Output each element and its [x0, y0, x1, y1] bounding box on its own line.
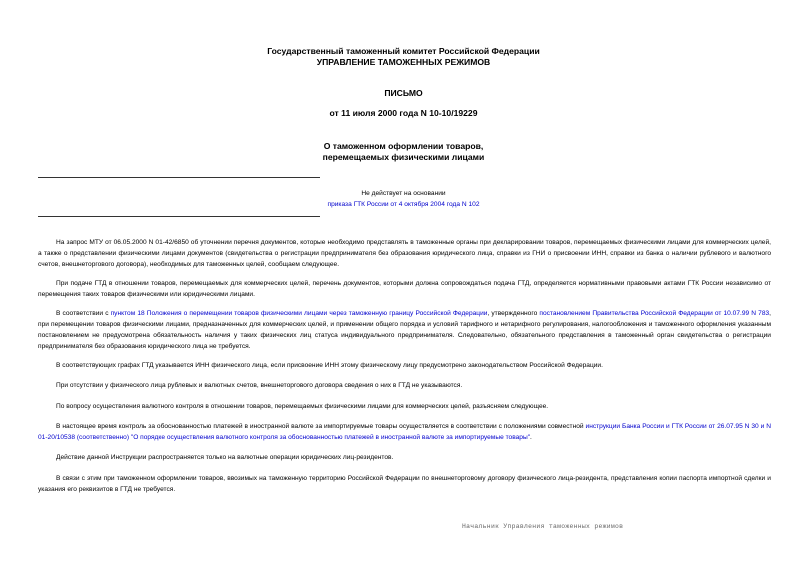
link-instruction-bank-russia[interactable]: инструкции Банка России и ГТК России от 26.07.95 N 30 и N 01-20/10538 (соответственно) "О порядке осуществления валютного контроля за обоснованностью платежей в иностранной валюте за импортируемые товары": [38, 423, 772, 441]
department-name: УПРАВЛЕНИЕ ТАМОЖЕННЫХ РЕЖИМОВ: [316, 57, 491, 67]
paragraph-5: При отсутствии у физического лица рублевых и валютных счетов, внешнеторгового договора сведения о них в ГТД не указываются.: [56, 382, 463, 389]
divider-bottom: [38, 216, 320, 217]
paragraph-3-text-b: , утвержденного: [487, 310, 540, 317]
paragraph-1: На запрос МТУ от 06.05.2000 N 01-42/6850 об уточнении перечня документов, которые необходимо представлять в таможенные органы при декларировании товаров, перемещаемых физическими лицами для коммерческих целей, а также о представлении физическими лицами документов (свидетельства о регистрации предпринимателя без образования юридического лица, справки из ГНИ о присвоении ИНН, справки из банка о наличии рублевого и валютного счетов, внешнеторгового договора), необходимых для таможенных целей, сообщаем следующее.: [38, 239, 771, 268]
agency-name: Государственный таможенный комитет Российской Федерации: [267, 46, 540, 56]
paragraph-3-text-a: В соответствии с: [56, 310, 111, 317]
paragraph-7: [38, 421, 771, 443]
paragraph-6: По вопросу осуществления валютного контроля в отношении товаров, перемещаемых физическими лицами для коммерческих целей, разъясняем следующее.: [56, 403, 549, 410]
doc-type: ПИСЬМО: [384, 88, 423, 98]
paragraph-4: В соответствующих графах ГТД указывается ИНН физического лица, если присвоение ИНН этому физическому лицу предусмотрено законодательством Российской Федерации.: [56, 362, 603, 369]
doc-date-number: от 11 июля 2000 года N 10-10/19229: [329, 108, 478, 118]
paragraph-7-text-a: В настоящее время контроль за обоснованностью платежей в иностранной валюте за импортируемые товары осуществляется в соответствии с положениями совместной: [56, 423, 586, 430]
doc-subject-line1: О таможенном оформлении товаров,: [323, 141, 484, 151]
status-note-link[interactable]: приказа ГТК России от 4 октября 2004 года N 102: [327, 201, 480, 208]
status-note: Не действует на основании: [361, 190, 446, 197]
link-postanovlenie-783[interactable]: постановлением Правительства Российской Федерации от 10.07.99 N 783: [539, 310, 770, 317]
signature-line: Начальник Управления таможенных режимов: [462, 523, 624, 530]
divider-top: [38, 177, 320, 178]
link-polozhenie-p18[interactable]: пунктом 18 Положения о перемещении товаров физическими лицами через таможенную границу Российской Федерации: [110, 310, 488, 317]
paragraph-7-text-b: .: [530, 434, 532, 441]
status-note-link-row: [0, 200, 807, 209]
paragraph-8: Действие данной Инструкции распространяется только на валютные операции юридических лиц-резидентов.: [56, 454, 394, 461]
doc-subject-line2: перемещаемых физическими лицами: [322, 152, 485, 162]
paragraph-3: [38, 308, 771, 352]
paragraph-2: При подаче ГТД в отношении товаров, перемещаемых для коммерческих целей, перечень документов, которыми должна сопровождаться подача ГТД, определяется нормативными правовыми актами ГТК России независимо от перемещения таких товаров физическими или юридическими лицами.: [38, 280, 771, 298]
paragraph-3-text-c: , при перемещении товаров физическими лицами, предназначенных для коммерческих целей, и применении общего порядка и условий тарифного и нетарифного регулирования, налогообложения и таможенного оформления указанным постановлением не предусмотрена обязательность наличия у таких физических лиц статуса индивидуального предпринимателя. Следовательно, обязательного представления в таможенный орган свидетельства о регистрации предпринимателя без образования юридического лица не требуется.: [38, 310, 771, 350]
paragraph-9: В связи с этим при таможенном оформлении товаров, ввозимых на таможенную территорию Российской Федерации по внешнеторговому договору физического лица-резидента, представления копии паспорта импортной сделки и указания его реквизитов в ГТД не требуется.: [38, 475, 771, 493]
